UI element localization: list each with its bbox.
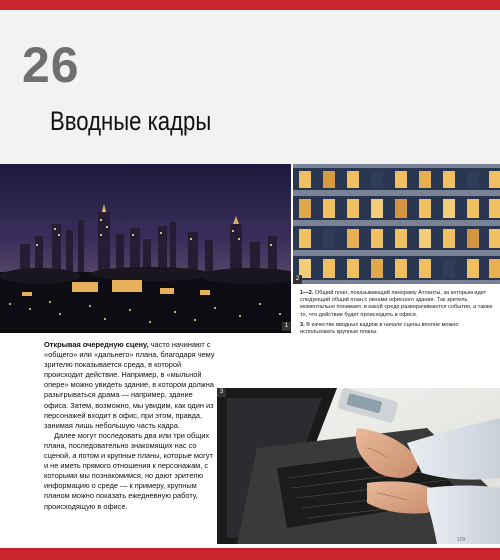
page-number: 109 [457, 537, 466, 543]
photo-laptop-typing [217, 388, 500, 544]
top-accent-bar [0, 0, 500, 10]
photo-office-windows [293, 164, 500, 284]
photo-number-1: 1 [282, 322, 291, 331]
caption-2-number: 3. [300, 321, 305, 328]
caption-2-text: В качестве вводных кадров в начале сцены вполне можно использовать крупные планы. [300, 321, 459, 336]
caption-2 [300, 322, 494, 336]
chapter-number: 26 [22, 37, 80, 93]
paragraph-1-lead: Открывая очередную сцену, [44, 340, 149, 349]
body-text [44, 340, 216, 512]
paragraph-1 [44, 340, 216, 431]
paragraph-2: Далее могут последовать два или три общих плана, последовательно знакомящих нас со сценой, а потом и крупные планы, которые могут и не иметь прямого отношения к персонажам, с которыми мы познакомимся, но дают зрителю информацию о среде — к примеру, крупным планом можно показать ежедневную работу, происходящую в офисе. [44, 430, 213, 511]
caption-1-number: 1—2. [300, 290, 314, 296]
chapter-header [0, 10, 500, 164]
caption-1-text: Общий план, показывающий панораму Атланты, за которым идет следующий общий план с окнами офисного здания. Так зритель моментально понимает, в какой среде разворачиваются события, а также то, что действие будет происходить в офисе. [300, 290, 493, 318]
photo-city-skyline [0, 164, 291, 333]
caption-1 [300, 290, 494, 319]
photo-number-3: 3 [217, 388, 226, 397]
paragraph-1-text: часто начинают с «общего» или «дальнего» плана, благодаря чему зрителю показывается среда, в которой происходит действие. Например, в «мыльной опере» можно увидеть здание, в котором должна разыгрываться драма — например, здание офиса. Затем, возможно, мы увидим, как один из персонажей входит в офис, при этом, правда, занимая лишь небольшую часть кадра. [44, 340, 215, 430]
photo-number-2: 2 [293, 275, 302, 284]
bottom-accent-bar [0, 548, 500, 560]
chapter-title: Вводные кадры [50, 106, 212, 136]
photo-captions [300, 290, 494, 339]
